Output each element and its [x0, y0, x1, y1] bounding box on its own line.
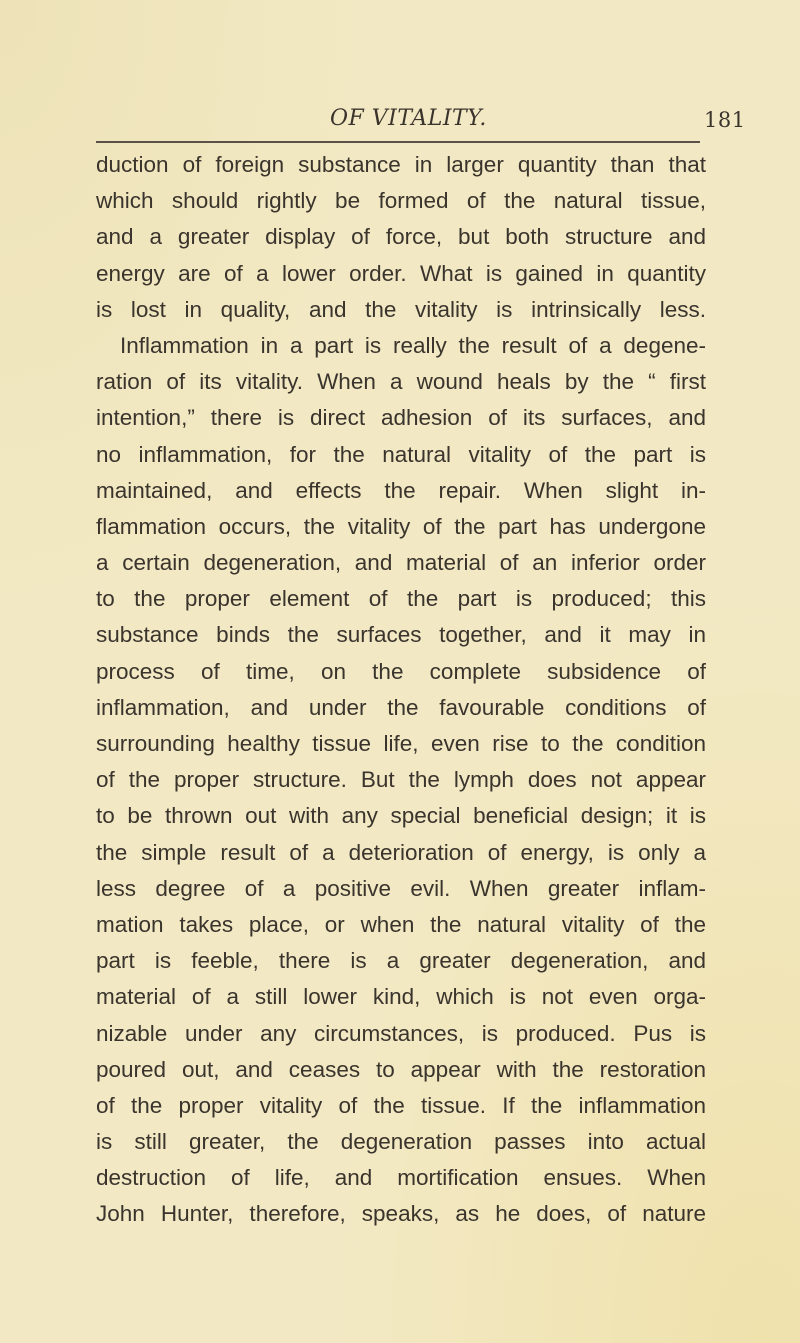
text-line: of the proper structure. But the lymph does not appear — [96, 767, 706, 793]
text-line: John Hunter, therefore, speaks, as he does, of nature — [96, 1201, 706, 1227]
text-line: nizable under any circumstances, is produced. Pus is — [96, 1020, 706, 1046]
page-number: 181 — [704, 108, 746, 132]
text-line: energy are of a lower order. What is gained in quantity — [96, 260, 706, 286]
text-line: material of a still lower kind, which is not even orga- — [96, 984, 706, 1010]
text-line: part is feeble, there is a greater degeneration, and — [96, 948, 706, 974]
body-text — [96, 147, 706, 1233]
text-line: no inflammation, for the natural vitality of the part is — [96, 441, 706, 467]
text-line: less degree of a positive evil. When greater inflam- — [96, 875, 706, 901]
text-line: mation takes place, or when the natural vitality of the — [96, 911, 706, 937]
text-line: to the proper element of the part is produced; this — [96, 586, 706, 612]
text-line: flammation occurs, the vitality of the part has undergone — [96, 513, 706, 539]
header-rule — [96, 141, 700, 143]
text-line: which should rightly be formed of the natural tissue, — [96, 188, 706, 214]
text-line: and a greater display of force, but both structure and — [96, 224, 706, 250]
text-line: maintained, and effects the repair. When slight in- — [96, 477, 706, 503]
text-line: destruction of life, and mortification ensues. When — [96, 1165, 706, 1191]
text-line: ration of its vitality. When a wound heals by the “ first — [96, 369, 706, 395]
text-line: the simple result of a deterioration of energy, is only a — [96, 839, 706, 865]
text-line: duction of foreign substance in larger quantity than that — [96, 152, 706, 177]
text-line: inflammation, and under the favourable conditions of — [96, 694, 706, 720]
text-line: is lost in quality, and the vitality is intrinsically less. — [96, 296, 706, 322]
running-title: OF VITALITY. — [330, 106, 487, 131]
text-line: is still greater, the degeneration passes into actual — [96, 1129, 706, 1155]
text-line: process of time, on the complete subsidence of — [96, 658, 706, 684]
text-line: poured out, and ceases to appear with the restoration — [96, 1056, 706, 1082]
text-line: intention,” there is direct adhesion of its surfaces, and — [96, 405, 706, 431]
text-line: substance binds the surfaces together, and it may in — [96, 622, 706, 648]
text-line: surrounding healthy tissue life, even rise to the condition — [96, 731, 706, 756]
text-line: to be thrown out with any special beneficial design; it is — [96, 803, 706, 829]
text-line: a certain degeneration, and material of an inferior order — [96, 550, 706, 576]
text-line: of the proper vitality of the tissue. If the inflammation — [96, 1092, 706, 1118]
text-line: Inflammation in a part is really the result of a degene- — [120, 332, 706, 358]
